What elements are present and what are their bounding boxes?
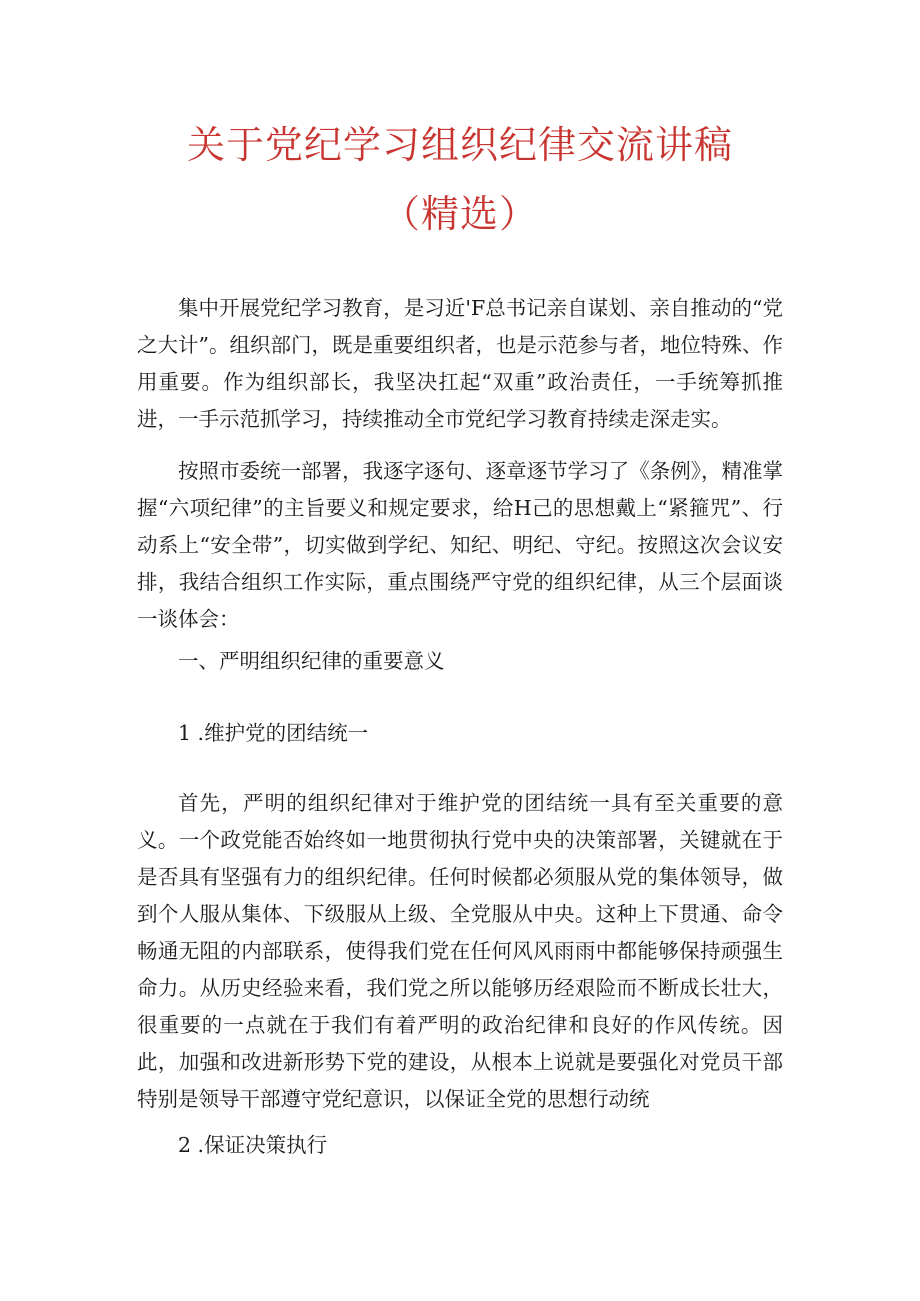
document-title: 关于党纪学习组织纪律交流讲稿 [186,123,733,167]
unity-paragraph: 首先，严明的组织纪律对于维护党的团结统一具有至关重要的意义。一个政党能否始终如一地贯彻执行党中央的决策部署，关键就在于是否具有坚强有力的组织纪律。任何时候都必须服从党的集体领导，做到个人服从集体、下级服从上级、全党服从中央。这种上下贯通、命令畅通无阻的内部联系，使得我们党在任何风风雨雨中都能够保持顽强生命力。从历史经验来看，我们党之所以能够历经艰险而不断成长壮大，很重要的一点就在于我们有着严明的政治纪律和良好的作风传统。因此，加强和改进新形势下党的建设，从根本上说就是要强化对党员干部特别是领导干部遵守党纪意识，以保证全党的思想行动统 [137,791,783,1111]
arrangement-paragraph: 按照市委统一部署，我逐字逐句、逐章逐节学习了《条例》，精准掌握“六项纪律”的主旨要义和规定要求，给H己的思想戴上“紧箍咒”、行动系上“安全带”，切实做到学纪、知纪、明纪、守纪。按照这次会议安排，我结合组织工作实际，重点围绕严守党的组织纪律，从三个层面谈一谈体会： [137,459,783,631]
section-heading-1: 一、严明组织纪律的重要意义 [178,649,445,673]
document-subtitle: （精选） [381,192,538,236]
subsection-heading-1-1: 1 .维护党的团结统一 [178,721,369,745]
subsection-heading-1-2: 2 .保证决策执行 [178,1133,328,1157]
intro-paragraph: 集中开展党纪学习教育，是习近'F总书记亲自谋划、亲自推动的“党之大计”。组织部门，既是重要组织者，也是示范参与者，地位特殊、作用重要。作为组织部长，我坚决扛起“双重”政治责任，一手统筹抓推进，一手示范抓学习，持续推动全市党纪学习教育持续走深走实。 [137,296,783,431]
